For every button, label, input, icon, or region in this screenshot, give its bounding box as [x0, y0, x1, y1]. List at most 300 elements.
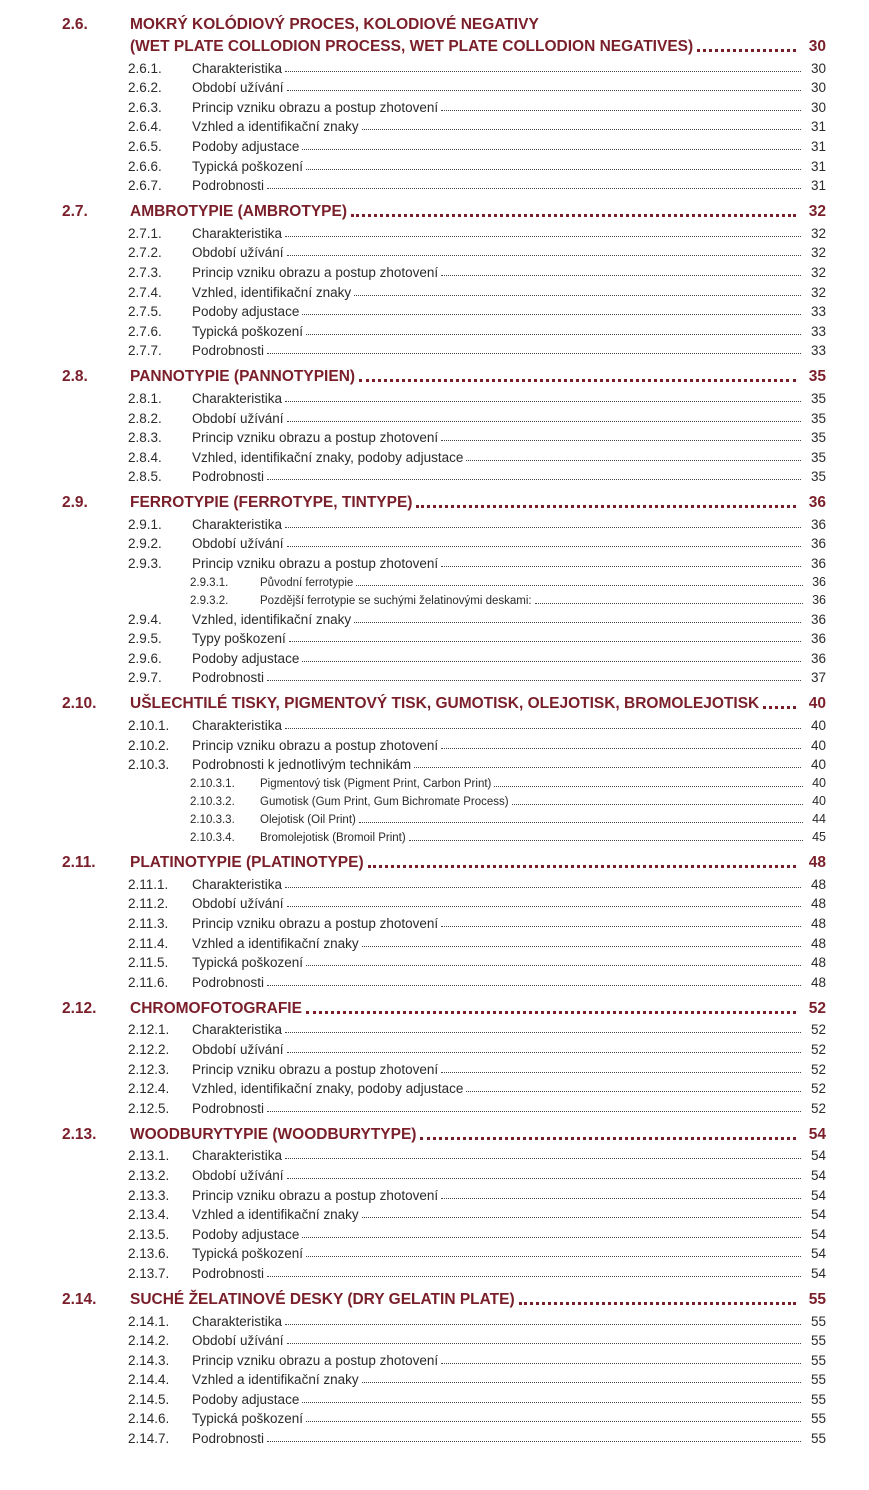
toc-entry	[0, 1309, 826, 1329]
dot-leader	[368, 865, 796, 868]
entry-page: 33	[810, 343, 826, 359]
entry-number: 2.13.4.	[128, 1207, 170, 1223]
entry-title: Podrobnosti	[192, 1100, 265, 1116]
dot-leader	[354, 295, 801, 296]
entry-number: 2.9.7.	[128, 670, 162, 686]
entry-page: 36	[810, 536, 826, 552]
entry-title: Princip vzniku obrazu a postup zhotovení	[192, 556, 439, 572]
section-page: 55	[808, 1290, 826, 1308]
toc-entry	[0, 1348, 826, 1368]
dot-leader	[414, 767, 801, 768]
entry-page: 36	[810, 611, 826, 627]
entry-title: Charakteristika	[192, 225, 283, 241]
section-title-wrap	[130, 1000, 826, 1018]
entry-title: Princip vzniku obrazu a postup zhotovení	[192, 264, 439, 280]
toc-entry	[0, 386, 826, 406]
entry-title: Princip vzniku obrazu a postup zhotovení	[192, 99, 439, 115]
entry-title: Vzhled a identifikační znaky	[192, 119, 359, 135]
section-title: (WET PLATE COLLODION PROCESS, WET PLATE COLLODION NEGATIVES)	[130, 38, 694, 55]
entry-title: Princip vzniku obrazu a postup zhotovení	[192, 737, 439, 753]
dot-leader	[420, 1137, 796, 1140]
toc-entry	[0, 445, 826, 465]
entry-number: 2.6.5.	[128, 138, 162, 154]
section-number: 2.6.	[62, 16, 88, 33]
entry-number: 2.9.5.	[128, 631, 162, 647]
dot-leader	[285, 527, 801, 528]
section-heading	[0, 364, 869, 386]
section-heading	[0, 490, 869, 512]
entry-page: 31	[810, 119, 826, 135]
entry-title: Vzhled, identifikační znaky	[192, 284, 352, 300]
entry-number: 2.13.1.	[128, 1148, 170, 1164]
entry-number: 2.11.1.	[128, 876, 169, 892]
entry-page: 54	[810, 1265, 826, 1281]
entry-page: 33	[810, 323, 826, 339]
dot-leader	[267, 1111, 801, 1112]
toc-entry	[0, 1077, 826, 1097]
section-heading	[0, 691, 869, 713]
entry-title: Vzhled, identifikační znaky	[192, 611, 352, 627]
entry-title: Princip vzniku obrazu a postup zhotovení	[192, 430, 439, 446]
dot-leader	[535, 603, 803, 604]
entry-title: Období užívání	[192, 410, 284, 426]
dot-leader	[287, 255, 801, 256]
dot-leader	[409, 840, 803, 841]
entry-title: Charakteristika	[192, 516, 283, 532]
entry-title: Období užívání	[192, 896, 284, 912]
dot-leader	[494, 786, 803, 787]
toc-entry	[0, 1144, 826, 1164]
dot-leader	[441, 1072, 801, 1073]
toc-entry	[0, 76, 826, 96]
section-page: 36	[808, 494, 826, 512]
entry-title: Bromolejotisk (Bromoil Print)	[260, 832, 406, 845]
entry-title: Podrobnosti	[192, 469, 265, 485]
entry-page: 36	[810, 631, 826, 647]
entry-number: 2.6.3.	[128, 99, 162, 115]
entry-page: 36	[812, 593, 826, 608]
dot-leader	[267, 985, 801, 986]
entry-title: Typická poškození	[192, 1411, 304, 1427]
toc-entry	[0, 300, 826, 320]
entry-page: 54	[810, 1207, 826, 1223]
entry-page: 40	[812, 794, 826, 809]
section-title: PLATINOTYPIE (PLATINOTYPE)	[130, 854, 364, 872]
entry-page: 31	[810, 138, 826, 154]
entry-number: 2.10.3.1.	[190, 778, 235, 791]
section-title: FERROTYPIE (FERROTYPE, TINTYPE)	[130, 494, 413, 512]
entry-page: 54	[810, 1187, 826, 1203]
entry-title: Původní ferrotypie	[260, 577, 354, 590]
entry-title: Období užívání	[192, 1333, 284, 1349]
dot-leader	[359, 822, 803, 823]
entry-page: 32	[810, 245, 826, 261]
toc-entry	[0, 241, 826, 261]
dot-leader	[287, 546, 801, 547]
entry-title: Princip vzniku obrazu a postup zhotovení	[192, 1352, 439, 1368]
entry-page: 31	[810, 158, 826, 174]
entry-number: 2.7.4.	[128, 284, 162, 300]
entry-page: 35	[810, 449, 826, 465]
toc-entry	[0, 1368, 826, 1388]
dot-leader	[306, 1421, 801, 1422]
dot-leader	[267, 188, 801, 189]
toc-entry	[0, 426, 826, 446]
section-title-wrap	[130, 695, 826, 713]
entry-number: 2.13.2.	[128, 1167, 170, 1183]
dot-leader	[285, 236, 801, 237]
entry-page: 48	[810, 876, 826, 892]
dot-leader	[441, 440, 801, 441]
entry-number: 2.8.4.	[128, 449, 162, 465]
entry-page: 31	[810, 178, 826, 194]
toc-entry	[0, 56, 826, 76]
section-number: 2.13.	[62, 1125, 97, 1143]
entry-page: 54	[810, 1167, 826, 1183]
entry-number: 2.13.6.	[128, 1246, 170, 1262]
section-number: 2.7.	[62, 203, 88, 221]
entry-number: 2.9.2.	[128, 536, 162, 552]
entry-title: Období užívání	[192, 536, 284, 552]
dot-leader	[287, 1052, 801, 1053]
entry-page: 52	[810, 1061, 826, 1077]
section-title: CHROMOFOTOGRAFIE	[130, 999, 302, 1017]
entry-title: Typy poškození	[192, 631, 286, 647]
entry-page: 35	[810, 410, 826, 426]
dot-leader	[267, 479, 801, 480]
entry-number: 2.6.2.	[128, 80, 162, 96]
entry-page: 55	[810, 1411, 826, 1427]
toc-entry	[0, 1329, 826, 1349]
dot-leader	[287, 1343, 801, 1344]
entry-title: Charakteristika	[192, 718, 283, 734]
toc-entry	[0, 733, 826, 753]
entry-title: Princip vzniku obrazu a postup zhotovení	[192, 1061, 439, 1077]
dot-leader	[466, 460, 801, 461]
dot-leader	[441, 110, 801, 111]
entry-page: 35	[810, 390, 826, 406]
entry-page: 52	[810, 1022, 826, 1038]
toc-entry	[0, 911, 826, 931]
section-heading	[0, 199, 869, 221]
dot-leader	[306, 965, 801, 966]
toc-entry	[0, 512, 826, 532]
toc-entry	[0, 1242, 826, 1262]
dot-leader	[441, 748, 801, 749]
entry-number: 2.11.4.	[128, 935, 169, 951]
toc-entry	[0, 134, 826, 154]
entry-number: 2.13.3.	[128, 1187, 170, 1203]
section-number: 2.12.	[62, 999, 97, 1017]
entry-title: Vzhled a identifikační znaky	[192, 1372, 359, 1388]
dot-leader	[512, 804, 803, 805]
dot-leader	[356, 585, 803, 586]
entry-title: Vzhled, identifikační znaky, podoby adjustace	[192, 449, 464, 465]
dot-leader	[267, 1276, 801, 1277]
toc-entry	[0, 406, 826, 426]
entry-number: 2.11.6.	[128, 974, 169, 990]
entry-page: 30	[810, 60, 826, 76]
entry-page: 40	[812, 776, 826, 791]
section-page: 32	[808, 203, 826, 221]
dot-leader	[441, 926, 801, 927]
entry-number: 2.7.6.	[128, 323, 162, 339]
entry-number: 2.14.1.	[128, 1313, 170, 1329]
entry-page: 54	[810, 1148, 826, 1164]
dot-leader	[763, 706, 796, 709]
entry-title: Typická poškození	[192, 1246, 304, 1262]
entry-number: 2.8.2.	[128, 410, 162, 426]
entry-number: 2.7.3.	[128, 264, 162, 280]
section-title-wrap	[130, 854, 826, 872]
toc-entry	[0, 607, 826, 627]
entry-page: 40	[810, 757, 826, 773]
dot-leader	[306, 169, 801, 170]
entry-page: 30	[810, 99, 826, 115]
entry-title: Podoby adjustace	[192, 138, 300, 154]
section-heading	[0, 1122, 869, 1144]
entry-page: 54	[810, 1246, 826, 1262]
entry-title: Princip vzniku obrazu a postup zhotovení	[192, 916, 439, 931]
entry-number: 2.11.5.	[128, 955, 169, 971]
toc-entry	[0, 339, 826, 359]
entry-number: 2.13.7.	[128, 1265, 170, 1281]
entry-page: 36	[810, 556, 826, 572]
entry-page: 36	[810, 650, 826, 666]
dot-leader	[285, 1158, 801, 1159]
entry-page: 48	[810, 955, 826, 971]
section-title: PANNOTYPIE (PANNOTYPIEN)	[130, 368, 356, 386]
entry-title: Gumotisk (Gum Print, Gum Bichromate Process)	[260, 796, 509, 809]
entry-number: 2.8.1.	[128, 390, 162, 406]
entry-title: Podrobnosti k jednotlivým technikám	[192, 757, 412, 773]
entry-number: 2.6.1.	[128, 60, 162, 76]
entry-title: Typická poškození	[192, 158, 304, 174]
toc-entry	[0, 115, 826, 135]
section-page: 54	[808, 1125, 826, 1143]
toc-subsubentry	[0, 790, 826, 808]
entry-number: 2.11.2.	[128, 896, 169, 912]
section-page: 40	[808, 695, 826, 713]
section-number: 2.14.	[62, 1290, 97, 1308]
entry-title: Typická poškození	[192, 955, 304, 971]
entry-number: 2.10.1.	[128, 718, 170, 734]
toc-subsubentry	[0, 772, 826, 790]
entry-title: Vzhled, identifikační znaky, podoby adjustace	[192, 1081, 464, 1097]
toc-entry	[0, 931, 826, 951]
entry-number: 2.9.6.	[128, 650, 162, 666]
entry-title: Podrobnosti	[192, 1431, 265, 1447]
entry-number: 2.7.5.	[128, 304, 162, 320]
entry-number: 2.12.1.	[128, 1022, 170, 1038]
toc-entry	[0, 174, 826, 194]
section-heading	[0, 996, 869, 1018]
entry-page: 37	[810, 670, 826, 686]
entry-number: 2.12.4.	[128, 1081, 170, 1097]
entry-title: Charakteristika	[192, 876, 283, 892]
toc-entry	[0, 627, 826, 647]
entry-number: 2.12.3.	[128, 1061, 170, 1077]
dot-leader	[697, 49, 796, 52]
section-number: 2.8.	[62, 368, 88, 386]
entry-page: 36	[810, 516, 826, 532]
toc-entry	[0, 280, 826, 300]
dot-leader	[354, 622, 801, 623]
section-title: WOODBURYTYPIE (WOODBURYTYPE)	[130, 1125, 417, 1143]
dot-leader	[302, 1402, 801, 1403]
dot-leader	[519, 1302, 796, 1305]
section-number: 2.9.	[62, 494, 88, 512]
entry-title: Období užívání	[192, 1041, 284, 1057]
section-page: 48	[808, 854, 826, 872]
dot-leader	[362, 946, 801, 947]
entry-number: 2.8.3.	[128, 430, 162, 446]
entry-page: 32	[810, 225, 826, 241]
dot-leader	[267, 1441, 801, 1442]
entry-title: Charakteristika	[192, 1022, 283, 1038]
toc-entry	[0, 1037, 826, 1057]
toc-entry	[0, 95, 826, 115]
entry-number: 2.12.2.	[128, 1041, 170, 1057]
entry-number: 2.7.7.	[128, 343, 162, 359]
entry-number: 2.10.3.4.	[190, 832, 235, 845]
toc-entry	[0, 1057, 826, 1077]
entry-number: 2.8.5.	[128, 469, 162, 485]
section-page: 35	[808, 368, 826, 386]
entry-number: 2.9.1.	[128, 516, 162, 532]
entry-title: Pigmentový tisk (Pigment Print, Carbon Print)	[260, 778, 492, 791]
toc-entry	[0, 1163, 826, 1183]
dot-leader	[306, 1011, 796, 1014]
entry-title: Charakteristika	[192, 390, 283, 406]
toc-entry	[0, 753, 826, 773]
entry-page: 55	[810, 1313, 826, 1329]
dot-leader	[306, 1256, 801, 1257]
entry-page: 52	[810, 1081, 826, 1097]
toc-entry	[0, 532, 826, 552]
section-title: AMBROTYPIE (AMBROTYPE)	[130, 203, 347, 221]
entry-title: Podoby adjustace	[192, 1391, 300, 1407]
toc-entry	[0, 951, 826, 971]
entry-number: 2.10.3.2.	[190, 796, 235, 809]
toc-entry	[0, 892, 826, 912]
toc-entry	[0, 1426, 826, 1446]
entry-number: 2.12.5.	[128, 1100, 170, 1116]
dot-leader	[466, 1091, 801, 1092]
toc-entry	[0, 1096, 826, 1116]
entry-page: 48	[810, 974, 826, 990]
dot-leader	[285, 887, 801, 888]
toc-entry	[0, 221, 826, 241]
entry-title: Podrobnosti	[192, 974, 265, 990]
section-heading-continuation	[0, 34, 826, 56]
entry-title: Podrobnosti	[192, 670, 265, 686]
entry-page: 52	[810, 1041, 826, 1057]
dot-leader	[359, 379, 796, 382]
section-heading	[0, 850, 869, 872]
entry-page: 44	[812, 812, 826, 827]
section-page: 30	[808, 38, 826, 55]
entry-number: 2.10.3.3.	[190, 814, 235, 827]
dot-leader	[362, 1382, 801, 1383]
entry-number: 2.6.4.	[128, 119, 162, 135]
dot-leader	[285, 401, 801, 402]
entry-title: Období užívání	[192, 80, 284, 96]
toc-subsubentry	[0, 589, 826, 607]
dot-leader	[306, 334, 801, 335]
dot-leader	[302, 1237, 801, 1238]
entry-number: 2.14.7.	[128, 1431, 170, 1447]
entry-page: 40	[810, 737, 826, 753]
dot-leader	[289, 641, 801, 642]
toc-entry	[0, 872, 826, 892]
toc-entry	[0, 666, 826, 686]
dot-leader	[302, 149, 801, 150]
section-page: 52	[808, 999, 826, 1017]
entry-page: 48	[810, 916, 826, 931]
entry-number: 2.14.4.	[128, 1372, 170, 1388]
entry-number: 2.9.3.1.	[190, 577, 229, 590]
toc-entry	[0, 154, 826, 174]
toc-entry	[0, 465, 826, 485]
entry-number: 2.6.7.	[128, 178, 162, 194]
entry-page: 32	[810, 264, 826, 280]
entry-page: 52	[810, 1100, 826, 1116]
entry-title: Vzhled a identifikační znaky	[192, 935, 359, 951]
entry-number: 2.9.3.2.	[190, 595, 229, 608]
dot-leader	[287, 421, 801, 422]
toc-entry	[0, 713, 826, 733]
entry-page: 48	[810, 896, 826, 912]
dot-leader	[287, 1178, 801, 1179]
entry-title: Charakteristika	[192, 60, 283, 76]
toc-subsubentry	[0, 808, 826, 826]
entry-title: Podrobnosti	[192, 343, 265, 359]
section-title-wrap	[130, 1126, 826, 1144]
entry-page: 55	[810, 1333, 826, 1349]
entry-number: 2.14.2.	[128, 1333, 170, 1349]
entry-number: 2.6.6.	[128, 158, 162, 174]
entry-number: 2.11.3.	[128, 916, 169, 931]
entry-title: Olejotisk (Oil Print)	[260, 814, 356, 827]
dot-leader	[287, 906, 801, 907]
toc-subsubentry	[0, 826, 826, 844]
dot-leader	[285, 71, 801, 72]
entry-title: Podrobnosti	[192, 178, 265, 194]
section-title-wrap	[130, 368, 826, 386]
entry-number: 2.7.1.	[128, 225, 162, 241]
entry-number: 2.14.3.	[128, 1352, 170, 1368]
dot-leader	[441, 1363, 801, 1364]
toc-entry	[0, 319, 826, 339]
section-title: SUCHÉ ŽELATINOVÉ DESKY (DRY GELATIN PLATE)	[130, 1290, 515, 1308]
toc-entry	[0, 1222, 826, 1242]
dot-leader	[441, 275, 801, 276]
entry-number: 2.7.2.	[128, 245, 162, 261]
entry-page: 40	[810, 718, 826, 734]
dot-leader	[302, 314, 801, 315]
section-title-wrap	[130, 1291, 826, 1309]
entry-title: Vzhled a identifikační znaky	[192, 1207, 359, 1223]
section-title-wrap	[130, 494, 826, 512]
entry-title: Období užívání	[192, 245, 284, 261]
toc-entry	[0, 646, 826, 666]
toc-entry	[0, 1407, 826, 1427]
dot-leader	[441, 1198, 801, 1199]
entry-title: Charakteristika	[192, 1148, 283, 1164]
entry-number: 2.14.5.	[128, 1391, 170, 1407]
toc-subsubentry	[0, 571, 826, 589]
